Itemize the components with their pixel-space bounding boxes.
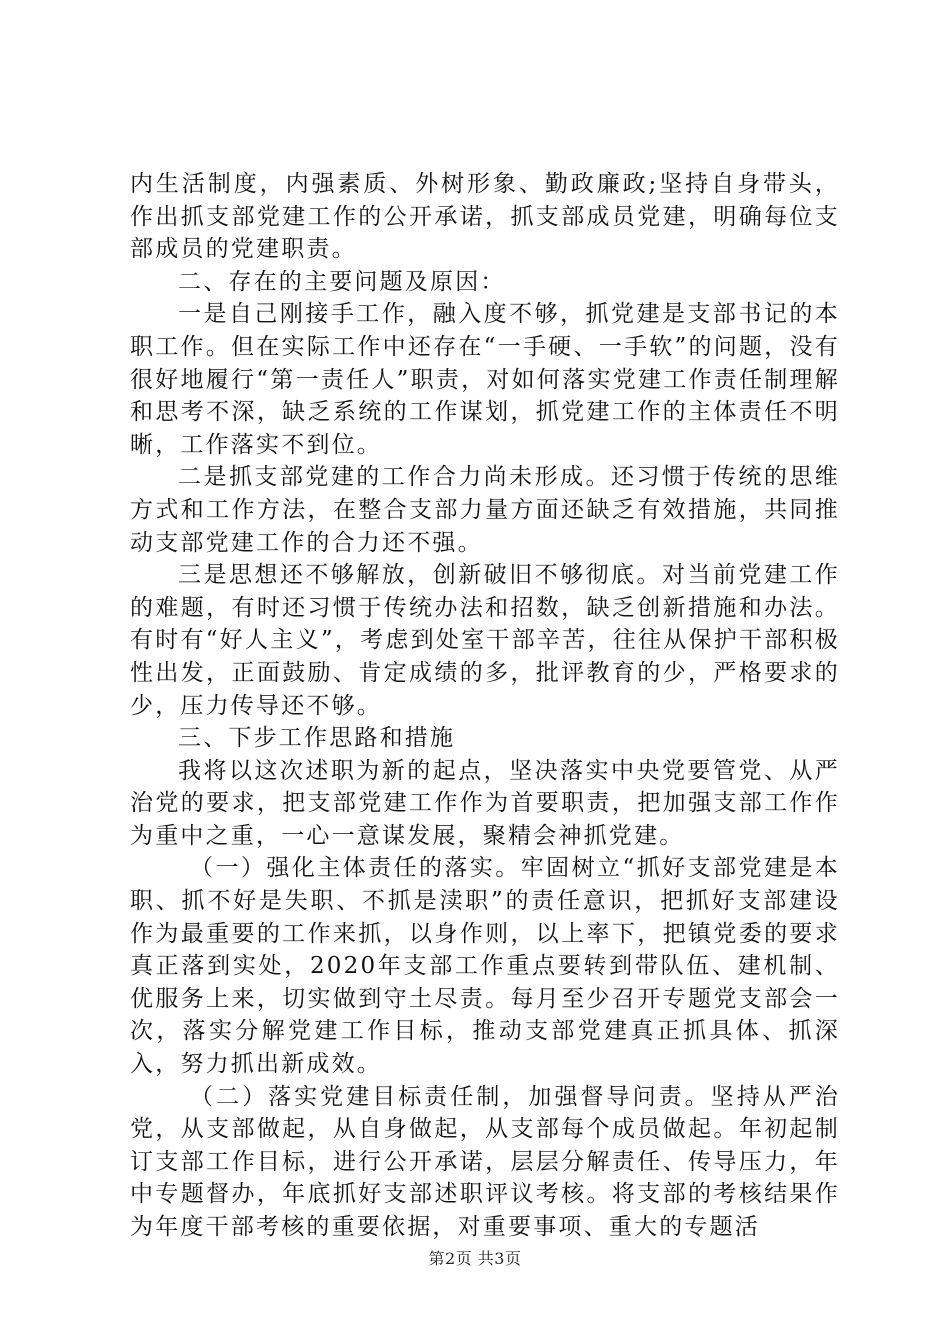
paragraph-next-steps-intro: 我将以这次述职为新的起点，坚决落实中央党要管党、从严治党的要求，把支部党建工作作为首要职责，把加强支部工作作为重中之重，一心一意谋发展，聚精会神抓党建。: [130, 757, 840, 849]
section-heading-next-steps: 三、下步工作思路和措施: [178, 725, 456, 752]
paragraph-problem-two: 二是抓支部党建的工作合力尚未形成。还习惯于传统的思维方式和工作方法，在整合支部力量方面还缺乏有效措施，共同推动支部党建工作的合力还不强。: [130, 464, 840, 556]
section-heading-problems: 二、存在的主要问题及原因：: [178, 268, 506, 295]
paragraph-problem-three: 三是思想还不够解放，创新破旧不够彻底。对当前党建工作的难题，有时还习惯于传统办法和招数，缺乏创新措施和办法。有时有“好人主义”，考虑到处室干部辛苦，往往从保护干部积极性出发，正面鼓励、肯定成绩的多，批评教育的少，严格要求的少，压力传导还不够。: [130, 562, 840, 719]
paragraph-continuation: 内生活制度，内强素质、外树形象、勤政廉政;坚持自身带头，作出抓支部党建工作的公开承诺，抓支部成员党建，明确每位支部成员的党建职责。: [130, 171, 840, 263]
paragraph-measure-two: （二）落实党建目标责任制，加强督导问责。坚持从严治党，从支部做起，从自身做起，从支部每个成员做起。年初起制订支部工作目标，进行公开承诺，层层分解责任、传导压力，年中专题督办，年底抓好支部述职评议考核。将支部的考核结果作为年度干部考核的重要依据，对重要事项、重大的专题活: [130, 1083, 840, 1240]
page-footer: 第2页 共3页: [428, 1249, 522, 1268]
document-body: [130, 168, 840, 1244]
paragraph-measure-one: （一）强化主体责任的落实。牢固树立“抓好支部党建是本职、抓不好是失职、不抓是渎职”的责任意识，把抓好支部建设作为最重要的工作来抓，以身作则，以上率下，把镇党委的要求真正落到实处，2020年支部工作重点要转到带队伍、建机制、优服务上来，切实做到守土尽责。每月至少召开专题党支部会一次，落实分解党建工作目标，推动支部党建真正抓具体、抓深入，努力抓出新成效。: [130, 855, 840, 1078]
paragraph-problem-one: 一是自己刚接手工作，融入度不够，抓党建是支部书记的本职工作。但在实际工作中还存在“一手硬、一手软”的问题，没有很好地履行“第一责任人”职责，对如何落实党建工作责任制理解和思考不深，缺乏系统的工作谋划，抓党建工作的主体责任不明晰，工作落实不到位。: [130, 301, 840, 458]
